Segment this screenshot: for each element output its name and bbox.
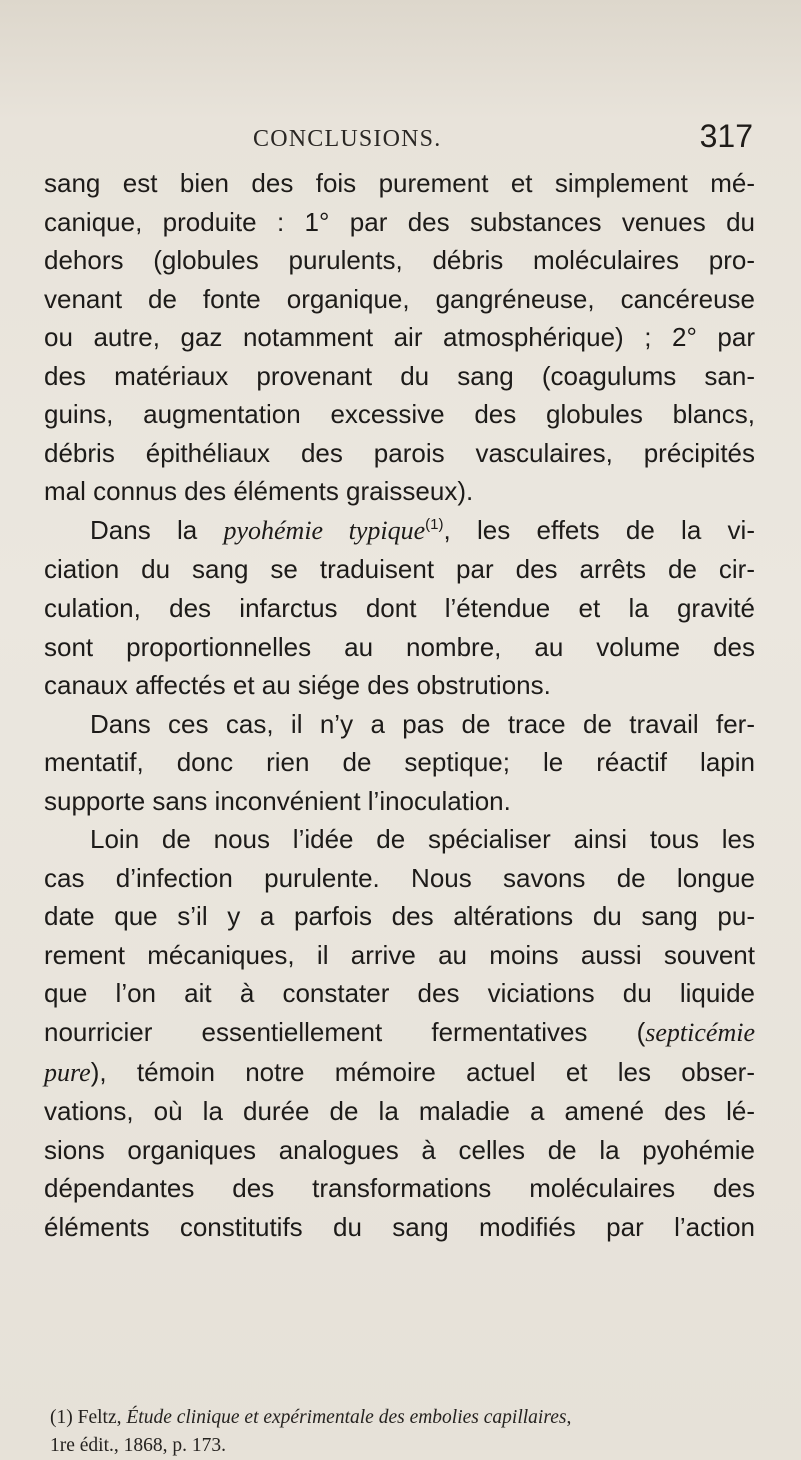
italic-term: septicémie [645, 1018, 755, 1048]
text-line: dépendantes des transformations moléculaires des [44, 1173, 755, 1204]
footnote-punct: , [566, 1407, 572, 1428]
text-line: éléments constitutifs du sang modifiés par l’action [44, 1211, 755, 1242]
footnote-line: 1re édit., 1868, p. 173. [50, 1435, 227, 1456]
text-run: ), témoin notre mémoire actuel et les obser- [90, 1056, 755, 1087]
footnote-author: Feltz, [77, 1407, 127, 1428]
text-line: cas d’infection purulente. Nous savons de longue [44, 862, 755, 893]
body-text [44, 164, 755, 1246]
text-line: Loin de nous l’idée de spécialiser ainsi tous les [90, 824, 755, 855]
text-line: Dans ces cas, il n’y a pas de trace de travail fer- [90, 708, 755, 739]
text-line [44, 1013, 755, 1053]
page-header [253, 118, 753, 162]
text-line: date que s’il y a parfois des altérations du sang pu- [44, 901, 755, 932]
footnote-marker: (1) [50, 1407, 73, 1428]
text-line: ciation du sang se traduisent par des arrêts de cir- [44, 554, 755, 585]
text-line [44, 511, 755, 551]
text-line: culation, des infarctus dont l’étendue et la gravité [44, 593, 755, 624]
italic-term: pure [44, 1057, 91, 1087]
text-line: débris épithéliaux des parois vasculaires, précipités [44, 437, 755, 468]
footnote-title: Étude clinique et expérimentale des embolies capillaires [126, 1407, 567, 1428]
text-line: rement mécaniques, il arrive au moins aussi souvent [44, 939, 755, 970]
page-number: 317 [699, 118, 753, 154]
text-line: que l’on ait à constater des viciations du liquide [44, 978, 755, 1009]
footnote-line [50, 1404, 571, 1432]
text-line: canaux affectés et au siége des obstrutions. [44, 670, 551, 701]
text-line: venant de fonte organique, gangréneuse, cancéreuse [44, 283, 755, 314]
text-run: , les effets de la vi- [443, 514, 755, 545]
italic-term: pyohémie typique [223, 515, 426, 545]
text-line: vations, où la durée de la maladie a amené des lé- [44, 1096, 755, 1127]
running-head: CONCLUSIONS. [253, 126, 442, 152]
text-line: des matériaux provenant du sang (coagulums san- [44, 360, 755, 391]
text-line: sions organiques analogues à celles de la pyohémie [44, 1134, 755, 1165]
text-line: dehors (globules purulents, débris moléculaires pro- [44, 245, 755, 276]
text-line: ou autre, gaz notamment air atmosphérique) ; 2° par [44, 322, 755, 353]
text-line: guins, augmentation excessive des globules blancs, [44, 399, 755, 430]
footnote-ref: (1) [425, 515, 444, 533]
text-line: sont proportionnelles au nombre, au volume des [44, 631, 755, 662]
text-line: mal connus des éléments graisseux). [44, 476, 474, 507]
text-line: supporte sans inconvénient l’inoculation. [44, 785, 511, 816]
text-line: sang est bien des fois purement et simplement mé- [44, 168, 755, 198]
text-line: canique, produite : 1° par des substances venues du [44, 206, 755, 237]
text-line [44, 1053, 755, 1093]
text-line: mentatif, donc rien de septique; le réactif lapin [44, 747, 755, 778]
text-run: Dans la [90, 514, 224, 545]
text-run: nourricier essentiellement fermentatives ( [44, 1017, 646, 1048]
